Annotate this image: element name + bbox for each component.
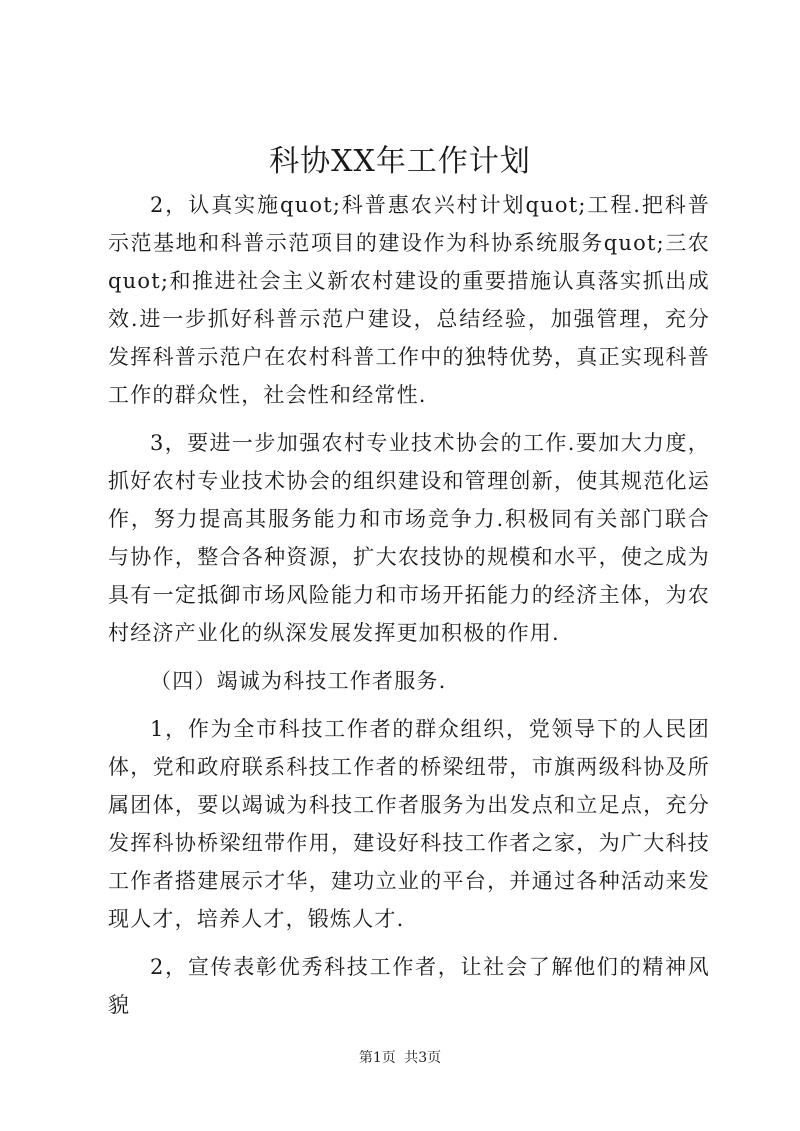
document-title: 科协XX年工作计划 — [269, 144, 531, 179]
paragraph-3: 1，作为全市科技工作者的群众组织，党领导下的人民团体，党和政府联系科技工作者的桥梁纽带，市旗两级科协及所属团体，要以竭诚为科技工作者服务为出发点和立足点，充分发挥科协桥梁纽带作用，建设好科技工作者之家，为广大科技工作者搭建展示才华，建功立业的平台，并通过各种活动来发现人才，培养人才，锻炼人才. — [108, 717, 710, 931]
paragraph-1: 2，认真实施quot;科普惠农兴村计划quot;工程.把科普示范基地和科普示范项目的建设作为科协系统服务quot;三农quot;和推进社会主义新农村建设的重要措施认真落实抓出成效.进一步抓好科普示范户建设，总结经验，加强管理，充分发挥科普示范户在农村科普工作中的独特优势，真正实现科普工作的群众性，社会性和经常性. — [108, 193, 710, 407]
page-footer — [0, 1048, 800, 1068]
section-heading-4: （四）竭诚为科技工作者服务. — [150, 669, 447, 693]
paragraph-2: 3，要进一步加强农村专业技术协会的工作.要加大力度，抓好农村专业技术协会的组织建设和管理创新，使其规范化运作，努力提高其服务能力和市场竞争力.积极同有关部门联合与协作，整合各种资源，扩大农技协的规模和水平，使之成为具有一定抵御市场风险能力和市场开拓能力的经济主体，为农村经济产业化的纵深发展发挥更加积极的作用. — [108, 431, 710, 645]
page-total: 共3页 — [404, 1050, 442, 1066]
paragraph-4: 2，宣传表彰优秀科技工作者，让社会了解他们的精神风貌 — [108, 955, 710, 1017]
document-body — [108, 186, 710, 1024]
page-number: 第1页 — [358, 1050, 396, 1066]
